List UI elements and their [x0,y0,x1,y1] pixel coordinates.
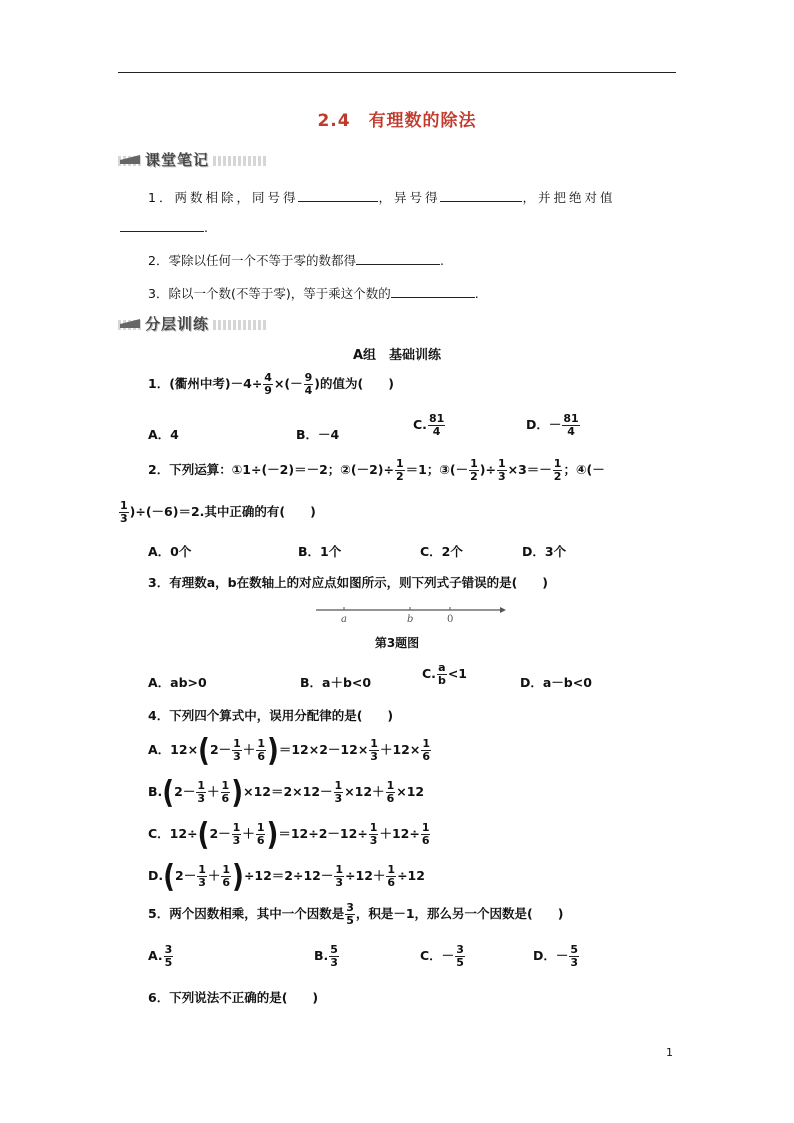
question-1 [148,372,394,397]
numerator: 1 [553,457,562,470]
q2-part: ＝1；③(－ [405,462,469,477]
fraction [437,662,447,687]
fraction [469,458,479,483]
fraction [553,458,563,483]
answer-blank[interactable] [120,219,204,232]
q1-option-c[interactable] [413,413,446,438]
fraction [164,944,174,969]
q5-option-a[interactable] [148,944,174,969]
denominator: 3 [369,834,378,847]
fraction [497,458,507,483]
question-2 [148,458,605,483]
fraction [334,780,344,805]
numerator: 1 [386,779,395,792]
fraction [428,413,445,438]
numerator: 1 [257,737,265,750]
numerator: 3 [164,943,173,956]
q4-option-d[interactable] [148,858,425,895]
numerator: 1 [233,737,241,750]
q1-option-b[interactable]: B．－4 [296,427,340,442]
q4-text: A．12× [148,742,199,757]
denominator: 6 [222,876,231,889]
answer-blank[interactable] [298,189,378,202]
fraction [196,780,206,805]
fraction [221,780,231,805]
fraction [562,413,579,438]
fraction [421,738,431,763]
fraction [232,738,242,763]
fraction [232,822,242,847]
note-3-text: 3．除以一个数(不等于零)，等于乘这个数的 [148,286,391,301]
denominator: 4 [304,384,313,397]
q4-text: ×12＝2×12－ [243,784,333,799]
option-suffix: <1 [447,666,467,681]
fraction [304,372,314,397]
numerator: 1 [497,457,506,470]
q2-option-b[interactable]: B．1个 [298,544,342,559]
q4-option-b[interactable] [148,774,425,811]
denominator: 3 [330,956,338,969]
right-paren: ) [266,732,279,769]
q4-text: ＋ [242,742,256,757]
q4-text: ÷12＋ [345,868,386,883]
numerator: 1 [335,863,344,876]
header-rule [118,72,676,73]
q4-text: 2－ [209,826,231,841]
numerator: 5 [570,943,579,956]
number-line-figure [314,602,506,624]
denominator: 3 [198,876,206,889]
option-letter: B. [314,948,329,963]
q4-option-a[interactable] [148,732,432,769]
fraction [256,738,266,763]
question-2-continued [118,500,316,525]
numerator: 4 [264,371,272,384]
q1-prefix: 1．(衢州中考)－4÷ [148,376,263,391]
denominator: 3 [370,750,378,763]
q4-text: 2－ [175,868,197,883]
q4-option-c[interactable] [148,816,431,853]
note-2-end: . [439,253,444,268]
fraction [395,458,405,483]
numerator: 1 [221,779,230,792]
fraction [369,738,379,763]
denominator: 6 [256,834,265,847]
note-2-text: 2．零除以任何一个不等于零的数都得 [148,253,356,268]
right-paren: ) [266,816,279,853]
fraction [221,864,231,889]
note-1-part-b: ，异号得 [378,190,441,205]
denominator: 6 [421,834,430,847]
label-0: 0 [447,614,454,624]
numerator: 5 [330,943,338,956]
numerator: 1 [387,863,396,876]
denominator: 3 [232,834,241,847]
q1-mid: ×(－ [273,376,303,391]
fraction [369,822,379,847]
numerator: 1 [470,457,478,470]
q3-option-a[interactable]: A．ab>0 [148,675,207,690]
q2-option-c[interactable]: C．2个 [420,544,463,559]
page-number: 1 [666,1046,673,1059]
numerator: 1 [120,499,128,512]
q2-part: ；④(－ [563,462,605,477]
left-paren: ( [198,732,210,769]
numerator: 1 [222,863,231,876]
q2-option-a[interactable]: A．0个 [148,544,192,559]
fraction [119,500,129,525]
answer-blank[interactable] [391,285,475,298]
q4-text: ×12＋ [344,784,385,799]
denominator: 2 [470,470,478,483]
note-3 [148,284,479,302]
denominator: 6 [386,792,395,805]
left-paren: ( [163,858,176,895]
note-1 [148,188,616,206]
q4-text: ＋ [242,826,255,841]
notes-banner [118,150,268,170]
q2-option-d[interactable]: D．3个 [522,544,567,559]
answer-blank[interactable] [440,189,522,202]
option-letter: C. [422,666,436,681]
denominator: 3 [197,792,206,805]
denominator: 4 [432,425,441,438]
numerator: 1 [197,779,206,792]
option-letter: D．－ [526,417,562,432]
denominator: 3 [570,956,579,969]
denominator: 3 [335,876,344,889]
fraction [386,780,396,805]
fraction [334,864,344,889]
answer-blank[interactable] [356,252,440,265]
q4-text: ＋12÷ [379,826,420,841]
numerator: 1 [369,821,378,834]
fraction [569,944,579,969]
numerator: 1 [256,821,265,834]
right-paren: ) [231,774,244,811]
group-title: A组 基础训练 [352,348,442,363]
numerator: a [438,661,446,674]
section-number: 2.4 [317,111,351,131]
q4-text: ＋12× [379,742,421,757]
q2-part: )÷ [479,462,496,477]
numerator: 9 [304,371,313,384]
q4-text: D. [148,868,164,883]
q4-text: 2－ [209,742,232,757]
q4-text: ＝12÷2－12÷ [278,826,368,841]
denominator: 3 [334,792,343,805]
training-banner-label: 分层训练 [142,313,212,334]
figure-caption: 第3题图 [374,636,420,650]
fraction [197,864,207,889]
denominator: 3 [233,750,241,763]
question-5 [148,902,563,927]
q5-option-c[interactable] [420,944,466,969]
fraction [329,944,339,969]
q3-option-c[interactable] [422,662,467,687]
q2-part: ×3＝－ [507,462,552,477]
fraction [263,372,273,397]
denominator: 6 [422,750,430,763]
question-3: 3．有理数a，b在数轴上的对应点如图所示，则下列式子错误的是( ) [148,575,549,590]
numerator: 1 [232,821,241,834]
denominator: 5 [164,956,173,969]
q4-text: C．12÷ [148,826,198,841]
label-b: b [407,614,414,624]
q2-part: )÷(－6)＝2.其中正确的有( ) [129,504,316,519]
denominator: 6 [257,750,265,763]
q3-option-b[interactable]: B．a＋b<0 [300,675,372,690]
q1-option-d[interactable] [526,413,581,438]
denominator: 3 [120,512,128,525]
q2-part: 2．下列运算：①1÷(－2)＝－2；②(－2)÷ [148,462,394,477]
fraction [386,864,396,889]
numerator: 3 [456,943,464,956]
q4-text: ÷12 [397,868,425,883]
page-title [0,106,794,131]
note-3-end: . [474,286,479,301]
option-letter: A. [148,948,163,963]
training-banner [118,314,268,334]
denominator: 3 [497,470,506,483]
fraction [345,902,355,927]
right-paren: ) [232,858,244,895]
denominator: 2 [395,470,404,483]
q5-option-b[interactable] [314,944,340,969]
numerator: 1 [334,779,343,792]
q5-option-d[interactable] [533,944,580,969]
q4-text: ＋ [207,868,221,883]
axis-arrow-icon [500,607,506,613]
option-letter: D．－ [533,948,569,963]
notes-banner-label: 课堂笔记 [142,149,212,170]
option-letter: C．－ [420,948,455,963]
option-letter: C. [413,417,427,432]
q5-part: 5．两个因数相乘，其中一个因数是 [148,906,345,921]
left-paren: ( [162,774,175,811]
numerator: 1 [421,821,430,834]
denominator: 6 [387,876,396,889]
numerator: 81 [428,412,445,425]
q1-suffix: )的值为( ) [314,376,394,391]
q4-text: ×12 [396,784,425,799]
numerator: 1 [422,737,430,750]
denominator: 5 [456,956,464,969]
q4-text: ＝12×2－12× [278,742,369,757]
numerator: 3 [346,901,354,914]
question-4: 4．下列四个算式中，误用分配律的是( ) [148,708,394,723]
q4-text: B. [148,784,163,799]
left-paren: ( [197,816,210,853]
denominator: 4 [567,425,575,438]
fraction [256,822,266,847]
denominator: 9 [264,384,272,397]
numerator: 1 [395,457,404,470]
note-1-part-d: . [204,220,208,235]
denominator: 6 [221,792,230,805]
fraction [455,944,465,969]
numerator: 81 [563,412,579,425]
q4-text: ÷12＝2÷12－ [243,868,334,883]
q4-text: ＋ [207,784,220,799]
denominator: b [437,674,446,687]
q5-part: ，积是－1，那么另一个因数是( ) [355,906,564,921]
q1-option-a[interactable]: A．4 [148,427,179,442]
q4-text: 2－ [174,784,196,799]
note-1-part-a: 1．两数相除，同号得 [148,190,299,205]
note-1-continued [120,219,208,235]
denominator: 2 [553,470,562,483]
note-2 [148,251,444,269]
denominator: 5 [346,914,354,927]
numerator: 1 [198,863,206,876]
question-6: 6．下列说法不正确的是( ) [148,990,319,1005]
q3-option-d[interactable]: D．a－b<0 [520,675,592,690]
label-a: a [341,614,347,624]
numerator: 1 [370,737,378,750]
fraction [421,822,431,847]
note-1-part-c: ，并把绝对值 [522,190,616,205]
title-text: 有理数的除法 [368,111,477,131]
